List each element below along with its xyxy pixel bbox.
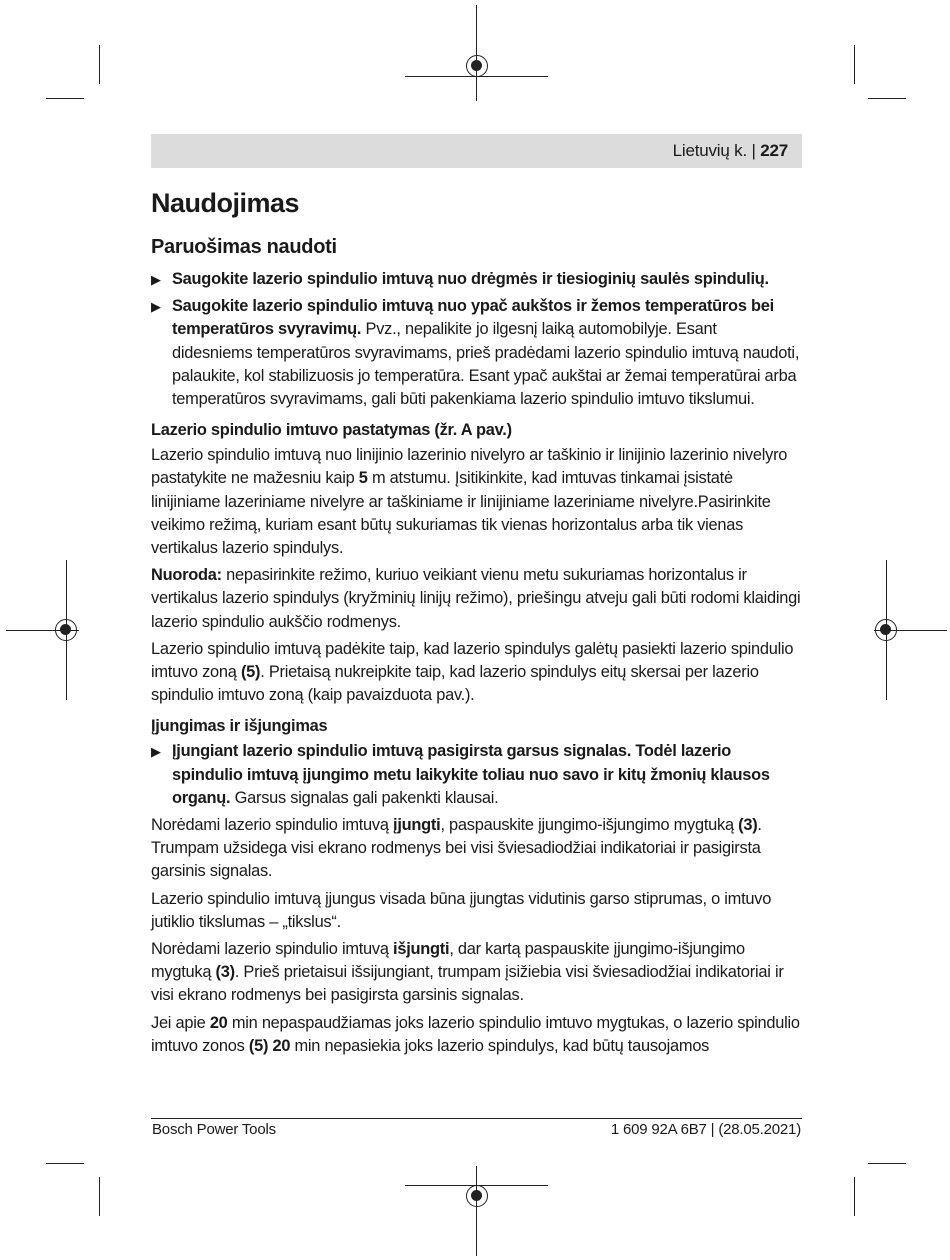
header-separator: | [746, 141, 761, 160]
header-text [673, 141, 788, 161]
subsection-heading-setup: Lazerio spindulio imtuvo pastatymas (žr. A pav.) [151, 421, 512, 440]
header-language: Lietuvių k. [672, 141, 747, 160]
arrow-bullet-icon: ▶ [151, 299, 161, 315]
footer-brand: Bosch Power Tools [152, 1121, 276, 1138]
page-number: 227 [760, 141, 788, 160]
registration-mark-bottom [466, 1185, 488, 1207]
list-item: ▶ Saugokite lazerio spindulio imtuvą nuo drėgmės ir tiesioginių saulės spindulių. [151, 268, 801, 291]
page-title: Naudojimas [151, 188, 300, 218]
registration-mark-right [875, 619, 897, 641]
subsection-heading-onoff: Įjungimas ir išjungimas [151, 717, 328, 736]
registration-mark-left [55, 619, 77, 641]
list-item: ▶ Saugokite lazerio spindulio imtuvą nuo ypač aukštos ir žemos temperatūros bei temperatūros svyravimų. Pvz., nepalikite jo ilgesnį laiką automobilyje. Esant didesniems temperatūros svyravimams, prieš pradėdami lazerio spindulio imtuvą naudoti, palaukite, kol stabilizuosis jo temperatūra. Esant ypač aukštai ar žemai temperatūrai arba temperatūros svyravimams, gali būti pakenkiama lazerio spindulio imtuvo tikslumui. [151, 297, 800, 409]
arrow-bullet-icon: ▶ [151, 744, 161, 760]
paragraph: Norėdami lazerio spindulio imtuvą išjungti, dar kartą paspauskite įjungimo-išjungimo mygtuką (3). Prieš prietaisui išsijungiant, trumpam įsižiebia visi šviesadiodžiai indikatoriai ir visi ekrano rodmenys bei pasigirsta garsinis signalas. [151, 940, 784, 1005]
paragraph: Lazerio spindulio imtuvą nuo linijinio lazerinio nivelyro ar taškinio ir linijinio lazerinio nivelyro pastatykite ne mažesniu kaip 5 m atstumu. Įsitikinkite, kad imtuvas tinkamai įsistatė linijiniame lazeriniame nivelyre ar taškiniame ir linijiniame lazeriniame nivelyre.Pasirinkite veikimo režimą, kuriam esant būtų sukuriamas tik vienas horizontalus arba tik vienas vertikalus lazerio spindulys. [151, 446, 788, 558]
section-heading: Paruošimas naudoti [151, 236, 337, 258]
paragraph-note: Nuoroda: nepasirinkite režimo, kuriuo veikiant vienu metu sukuriamas horizontalus ir vertikalus lazerio spindulys (kryžminių linijų režimo), priešingu atveju gali būti rodomi klaidingi lazerio spindulio aukščio rodmenys. [151, 566, 801, 631]
paragraph: Norėdami lazerio spindulio imtuvą įjungti, paspauskite įjungimo-išjungimo mygtuką (3). Trumpam užsidega visi ekrano rodmenys bei visi šviesadiodžiai indikatoriai ir pasigirsta garsinis signalas. [151, 816, 762, 881]
arrow-bullet-icon: ▶ [151, 272, 161, 287]
list-item: ▶ Įjungiant lazerio spindulio imtuvą pasigirsta garsus signalas. Todėl lazerio spindulio imtuvą įjungimo metu laikykite toliau nuo savo ir kitų žmonių klausos organų. Garsus signalas gali pakenkti klausai. [151, 742, 770, 807]
footer-doc-id: 1 609 92A 6B7 | (28.05.2021) [610, 1121, 801, 1138]
footer-divider [151, 1118, 802, 1119]
paragraph: Lazerio spindulio imtuvą įjungus visada būna įjungtas vidutinis garso stiprumas, o imtuvo jutiklio tikslumas – „tikslus“. [151, 889, 772, 931]
main-content [151, 182, 801, 1062]
registration-mark-top [466, 55, 488, 77]
page-header [151, 134, 802, 168]
paragraph: Lazerio spindulio imtuvą padėkite taip, kad lazerio spindulys galėtų pasiekti lazerio spindulio imtuvo zoną (5). Prietaisą nukreipkite taip, kad lazerio spindulys eitų skersai per lazerio spindulio imtuvo zoną (kaip pavaizduota pav.). [151, 639, 794, 705]
paragraph: Jei apie 20 min nepaspaudžiamas joks lazerio spindulio imtuvo mygtukas, o lazerio spindulio imtuvo zonos (5) 20 min nepasiekia joks lazerio spindulys, kad būtų tausojamos [151, 1013, 800, 1055]
